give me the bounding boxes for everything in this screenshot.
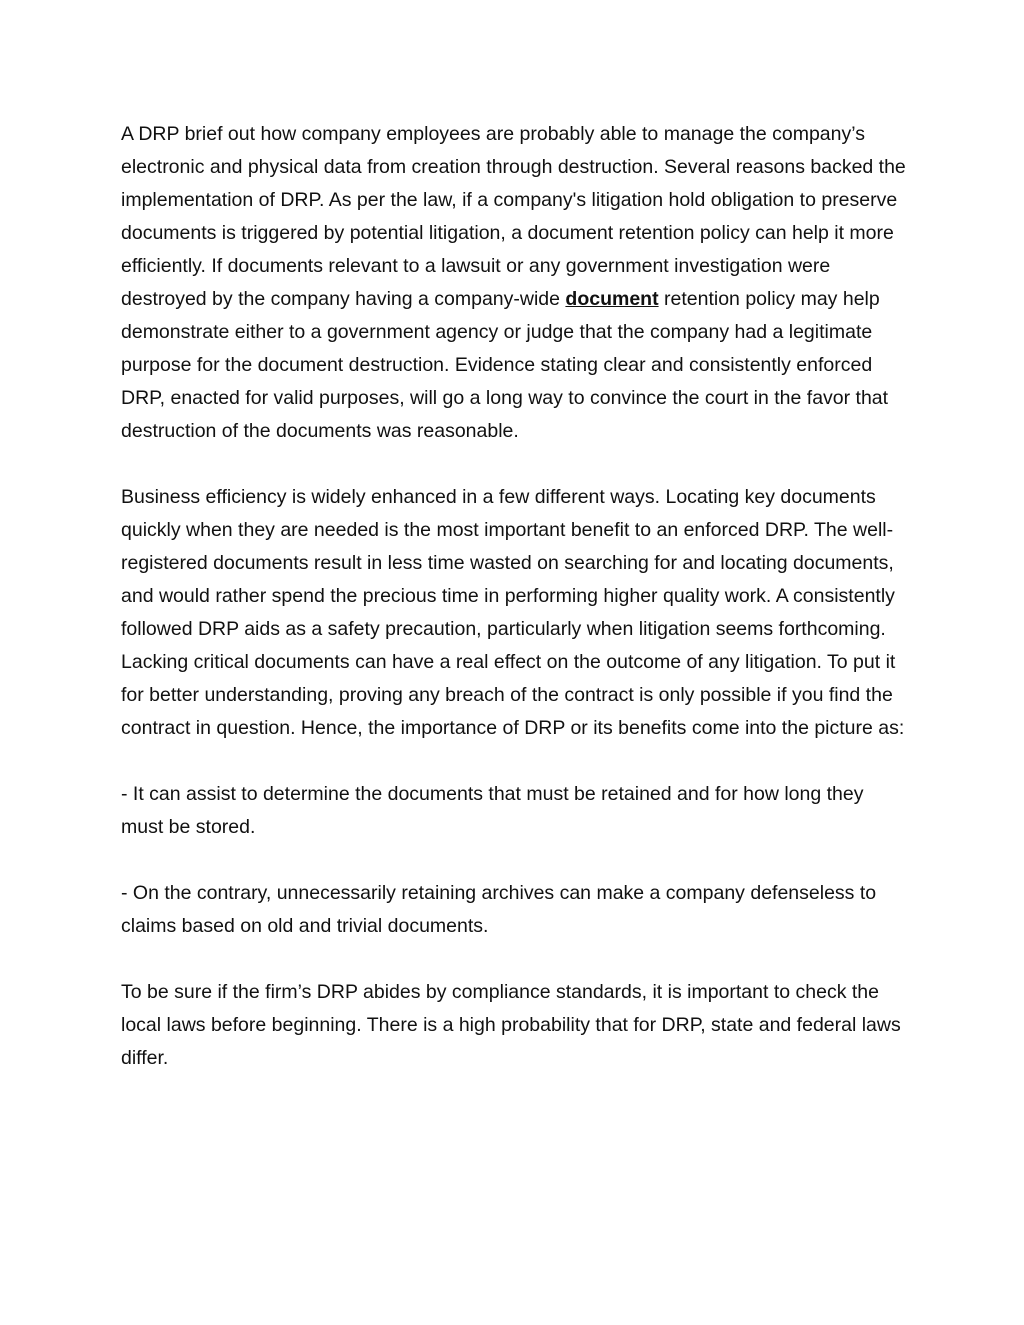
paragraph-compliance: To be sure if the firm’s DRP abides by compliance standards, it is important to check the local laws before beginning. There is a high probability that for DRP, state and federal laws differ. [121,981,901,1069]
document-link[interactable]: document [565,288,659,310]
list-item-retention: - It can assist to determine the documents that must be retained and for how long they must be stored. [121,783,864,838]
paragraph-drp-intro [121,118,911,448]
document-body [121,118,911,1108]
paragraph-business-efficiency: Business efficiency is widely enhanced in a few different ways. Locating key documents quickly when they are needed is the most important benefit to an enforced DRP. The well-registered documents result in less time wasted on searching for and locating documents, and would rather spend the precious time in performing higher quality work. A consistently followed DRP aids as a safety precaution, particularly when litigation seems forthcoming. Lacking critical documents can have a real effect on the outcome of any litigation. To put it for better understanding, proving any breach of the contract is only possible if you find the contract in question. Hence, the importance of DRP or its benefits come into the picture as: [121,486,905,739]
paragraph-text: A DRP brief out how company employees are probably able to manage the company’s electronic and physical data from creation through destruction. Several reasons backed the implementation of DRP. As per the law, if a company's litigation hold obligation to preserve documents is triggered by potential litigation, a document retention policy can help it more efficiently. If documents relevant to a lawsuit or any government investigation were destroyed by the company having a company-wide [121,123,906,310]
paragraph-text: retention policy may help demonstrate either to a government agency or judge that the company had a legitimate purpose for the document destruction. Evidence stating clear and consistently enforced DRP, enacted for valid purposes, will go a long way to convince the court in the favor that destruction of the documents was reasonable. [121,288,889,442]
list-item-archives: - On the contrary, unnecessarily retaining archives can make a company defenseless to claims based on old and trivial documents. [121,882,877,937]
